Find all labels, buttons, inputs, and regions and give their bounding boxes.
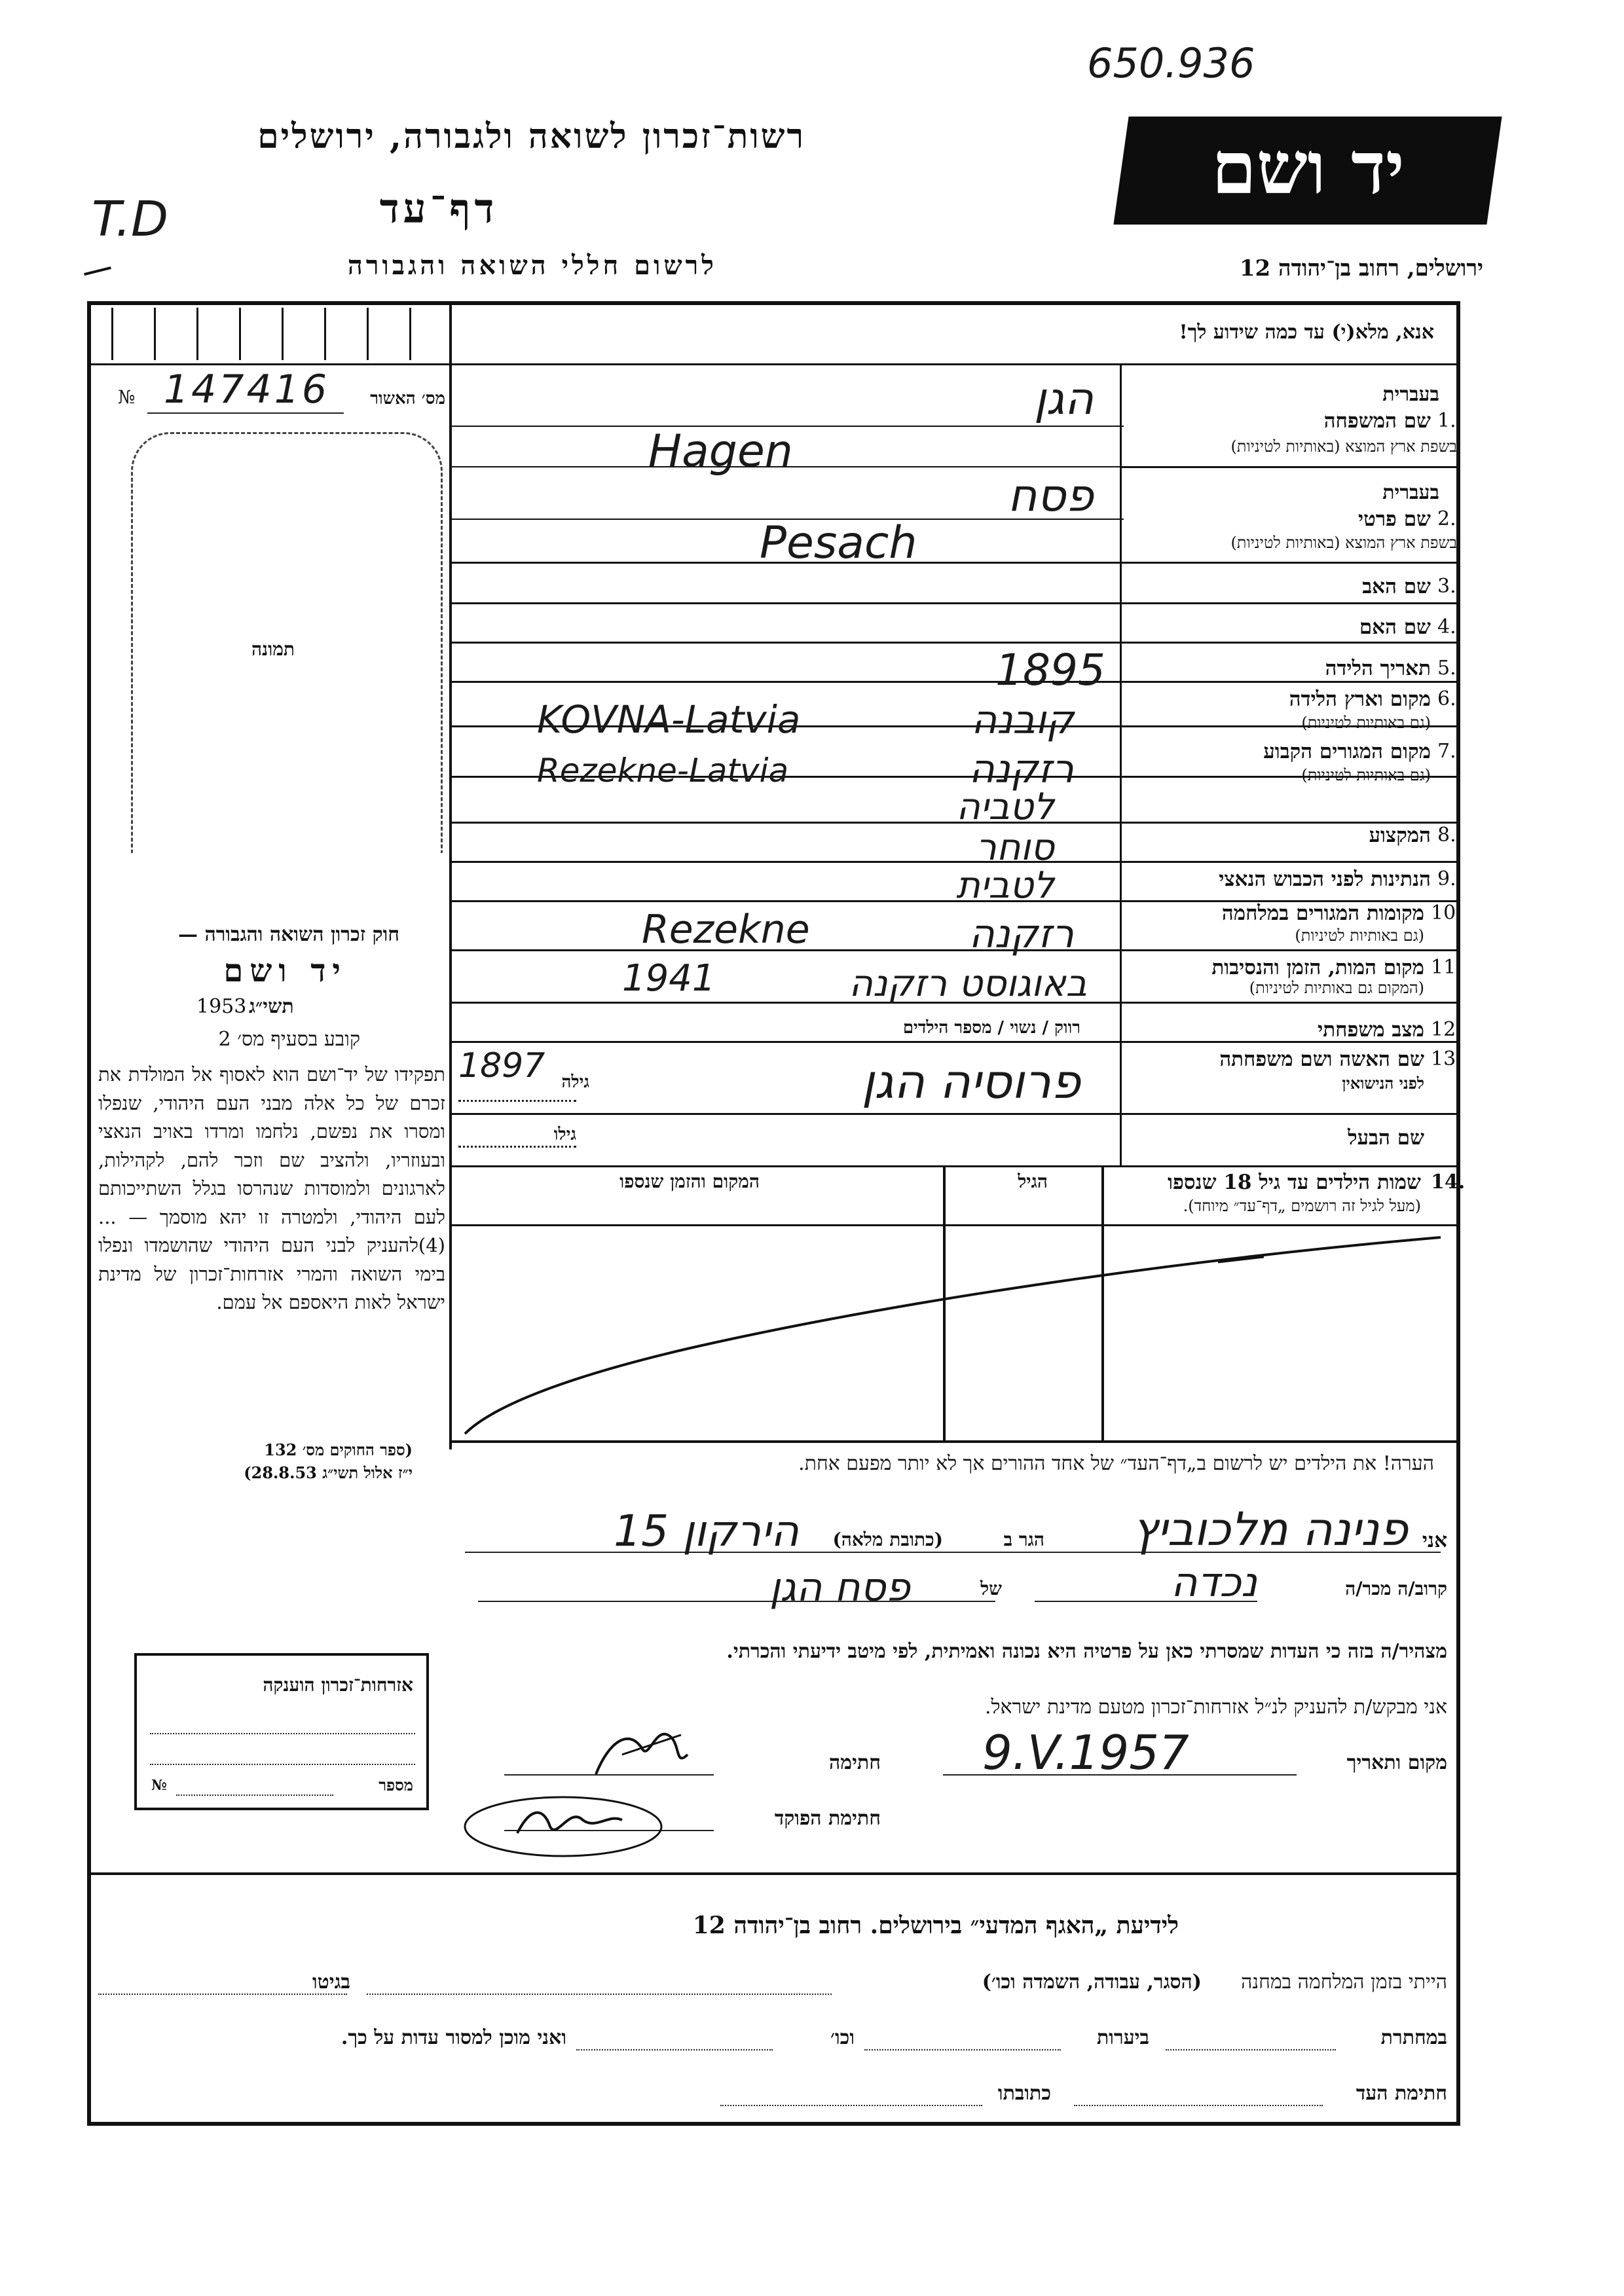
wife-age-label: גילה xyxy=(561,1072,589,1092)
field-label-12: מצב משפחתי xyxy=(1318,1018,1424,1042)
marital-options: רווק / נשוי / מספר הילדים xyxy=(902,1018,1080,1038)
field-num-13: 13. xyxy=(1431,1048,1462,1070)
field-label-11: מקום המות, הזמן והנסיבות xyxy=(1211,956,1424,979)
rule xyxy=(1166,2049,1336,2050)
yad-vashem-logo xyxy=(1113,117,1502,225)
birthplace-hebrew: קובנה xyxy=(971,697,1074,743)
field-num-4: 4. xyxy=(1437,615,1456,638)
approval-label: מס׳ האשור xyxy=(370,389,445,409)
law-source-2: י״ז אלול תשי״ג 28.8.53) xyxy=(244,1463,413,1482)
profession-value: סוחר xyxy=(976,826,1054,869)
form-subtitle: לרשום חללי השואה והגבורה xyxy=(347,250,717,281)
scientific-line3-b: כתובתו xyxy=(997,2082,1051,2105)
declaration-ani: אני xyxy=(1422,1529,1447,1552)
birth-year-value: 1895 xyxy=(995,645,1105,695)
scientific-line1-c: בגיטו xyxy=(312,1971,350,1994)
heb-tag-2: בעברית xyxy=(1382,481,1439,504)
label-column-divider xyxy=(1120,363,1122,1165)
surname-hebrew: הגן xyxy=(1034,373,1094,425)
rule xyxy=(147,412,344,414)
citizenship-number-label: מספר xyxy=(378,1776,413,1795)
field-label-1: שם המשפחה xyxy=(1323,409,1431,433)
field-sub-2: בשפת ארץ המוצא (באותיות לטיניות) xyxy=(1230,534,1457,552)
field-label-6: מקום וארץ הלידה xyxy=(1289,687,1431,711)
field-label-8: המקצוע xyxy=(1369,824,1431,847)
wartime-residence-hebrew: רזקנה xyxy=(969,911,1074,957)
rule xyxy=(90,363,449,365)
instruction-text: אנא, מלא(י) עד כמה שידוע לך! xyxy=(1179,321,1434,344)
field-sub-1: בשפת ארץ המוצא (באותיות לטיניות) xyxy=(1230,437,1457,456)
children-col-place: המקום והזמן שנספו xyxy=(619,1171,760,1192)
rule xyxy=(449,1447,452,1449)
residence-latin: Rezekne-Latvia xyxy=(537,752,789,790)
declaration-request: אני מבקש/ת להעניק לנ״ל אזרחות־זכרון מטעם מדינת ישראל. xyxy=(984,1696,1447,1719)
rule xyxy=(449,681,1458,683)
scientific-line2-d: ואני מוכן למסור עדות על כך. xyxy=(341,2026,566,2049)
rule xyxy=(150,1733,415,1734)
death-year-latin: 1941 xyxy=(622,957,716,1000)
law-year: 1953 xyxy=(196,995,247,1018)
rule xyxy=(478,1601,995,1602)
rule xyxy=(90,1872,1458,1875)
scientific-line1-a: הייתי בזמן המלחמה במחנה xyxy=(1241,1971,1447,1994)
law-year-hebrew: תשי״ג xyxy=(249,995,294,1018)
citizenship-box xyxy=(134,1653,429,1810)
residence-extra: לטביה xyxy=(956,786,1054,828)
surname-latin: Hagen xyxy=(648,426,793,477)
rule xyxy=(449,1440,1458,1443)
children-title: שמות הילדים עד גיל 18 שנספו xyxy=(1168,1171,1421,1194)
field-label-2: שם פרטי xyxy=(1357,507,1431,531)
officer-signature xyxy=(452,1781,668,1866)
handwritten-number: 650.936 xyxy=(1087,39,1255,87)
field-label-9: הנתינות לפני הכבוש הנאצי xyxy=(1219,867,1431,891)
rule xyxy=(449,861,1458,863)
field-sub-10: (גם באותיות לטיניות) xyxy=(1295,926,1424,945)
field-num-9: 9. xyxy=(1437,867,1456,890)
handwritten-stroke xyxy=(84,266,111,276)
scientific-line3-a: חתימת העד xyxy=(1356,2082,1447,2105)
death-place-hebrew: באוגוסט רזקנה xyxy=(849,962,1087,1005)
rule xyxy=(449,1113,1458,1115)
citizenship-title: אזרחות־זכרון הוענקה xyxy=(263,1674,413,1696)
rule xyxy=(720,2105,982,2106)
field-sub-6: (גם באותיות לטיניות) xyxy=(1301,714,1431,732)
children-note: (מעל לגיל זה רושמים „דף־עד״ מיוחד). xyxy=(1183,1197,1421,1215)
rule xyxy=(449,1041,1458,1043)
birthplace-latin: KOVNA-Latvia xyxy=(537,697,801,742)
law-name: יד ושם xyxy=(223,953,347,989)
lives-in-label: הגר ב xyxy=(1003,1529,1044,1550)
wife-name-value: פרוסיה הגן xyxy=(861,1054,1080,1109)
photo-label: תמונה xyxy=(251,638,295,660)
place-date-value: 9.V.1957 xyxy=(982,1725,1189,1780)
rule xyxy=(1120,466,1460,468)
field-num-3: 3. xyxy=(1437,575,1456,598)
field-num-10: 10. xyxy=(1431,902,1462,924)
no-symbol: № xyxy=(118,386,136,408)
wartime-residence-latin: Rezekne xyxy=(642,907,810,953)
note-text: הערה! את הילדים יש לרשום ב„דף־העד״ של אחד ההורים אך לא יותר מפעם אחת. xyxy=(798,1452,1434,1475)
scientific-line2-a: במחתרת xyxy=(1380,2026,1447,2049)
rule xyxy=(150,1764,415,1765)
scientific-title: לידיעת „האגף המדעי״ בירושלים. רחוב בן־יהודה 12 xyxy=(692,1912,1179,1939)
field-label-13: שם האשה ושם משפחתה xyxy=(1219,1048,1424,1071)
scientific-line1-b: (הסגר, עבודה, השמדה וכו׳) xyxy=(982,1971,1202,1994)
address-value: הירקון 15 xyxy=(614,1506,799,1556)
declarant-name: פנינה מלכוביץ xyxy=(1132,1503,1408,1556)
law-clause: קובע בסעיף מס׳ 2 xyxy=(218,1028,360,1051)
relative-value: נכדה xyxy=(1171,1558,1257,1606)
rule xyxy=(864,2049,1061,2050)
children-col-age: הגיל xyxy=(1018,1171,1048,1192)
rule xyxy=(449,562,1458,564)
rule xyxy=(449,1165,1458,1167)
rule xyxy=(449,363,1458,365)
form-title: דף־עד xyxy=(379,185,498,232)
field-num-12: 12. xyxy=(1431,1018,1462,1041)
residence-hebrew: רזקנה xyxy=(969,746,1074,792)
law-source-1: (ספר החוקים מס׳ 132 xyxy=(264,1440,413,1459)
left-column-divider xyxy=(449,304,452,1447)
scientific-line2-c: וכו׳ xyxy=(830,2026,855,2049)
relative-label: קרוב/ה מכר/ה xyxy=(1345,1578,1447,1599)
declaration-statement: מצהיר/ה בזה כי העדות שמסרתי כאן על פרטיה היא נכונה ואמיתית, לפי מיטב ידיעתי והכרתי. xyxy=(726,1640,1447,1663)
rule xyxy=(449,822,1458,824)
field-num-7: 7. xyxy=(1437,740,1456,763)
rule xyxy=(1074,2105,1323,2106)
signature-label: חתימה xyxy=(829,1751,881,1774)
field-num-8: 8. xyxy=(1437,824,1456,847)
firstname-latin: Pesach xyxy=(760,517,917,569)
scientific-line2-b: ביערות xyxy=(1096,2026,1149,2049)
law-title: חוק זכרון השואה והגבורה — xyxy=(178,923,399,946)
field-label-3: שם האב xyxy=(1362,575,1431,598)
handwritten-mark: T.D xyxy=(92,191,168,247)
field-sub-7: (גם באותיות לטיניות) xyxy=(1301,766,1431,784)
field-sub-13: לפני הנישואין xyxy=(1342,1074,1424,1093)
declarant-signature xyxy=(583,1715,701,1787)
authority-name: רשות־זכרון לשואה ולגבורה, ירושלים xyxy=(257,117,805,156)
field-num-6: 6. xyxy=(1437,687,1456,710)
heb-tag-1: בעברית xyxy=(1382,383,1439,406)
approval-ticks xyxy=(92,308,449,363)
of-value: פסח הגן xyxy=(769,1565,910,1611)
field-num-14: 14. xyxy=(1431,1171,1466,1194)
of-label: של xyxy=(980,1578,1002,1599)
field-num-2: 2. xyxy=(1437,507,1456,530)
rule xyxy=(458,1146,576,1148)
husband-age-label: גילו xyxy=(553,1125,576,1144)
rule xyxy=(449,602,1458,604)
address: ירושלים, רחוב בן־יהודה 12 xyxy=(1239,255,1483,282)
wife-age-value: 1897 xyxy=(458,1046,545,1085)
field-label-7: מקום המגורים הקבוע xyxy=(1263,740,1431,763)
field-num-1: 1. xyxy=(1437,409,1456,432)
field-label-10: מקומות המגורים במלחמה xyxy=(1221,902,1424,925)
approval-number-value: 147416 xyxy=(164,367,330,412)
rule xyxy=(576,2049,773,2050)
field-num-11: 11. xyxy=(1431,956,1462,979)
firstname-hebrew: פסח xyxy=(1007,470,1094,522)
rule xyxy=(367,1994,832,1995)
field-label-4: שם האם xyxy=(1359,615,1431,639)
rule xyxy=(458,1100,576,1102)
place-date-label: מקום ותאריך xyxy=(1346,1751,1447,1774)
logo-text: יד ושם xyxy=(1211,126,1405,210)
citizenship-no-symbol: № xyxy=(151,1777,167,1794)
rule xyxy=(449,949,1458,951)
field-num-5: 5. xyxy=(1437,657,1456,680)
rule xyxy=(449,642,1458,644)
rule xyxy=(449,1224,1458,1226)
address-label: (כתובת מלאה) xyxy=(832,1529,943,1550)
law-body: תפקידו של יד־ושם הוא לאסוף אל המולדת את זכרם של כל אלה מבני העם היהודי, שנפלו ומסרו את נפשם, נלחמו ומרדו באויב הנאצי ובעוזריו, ולהציב שם וזכר להם, לקהילות, לארגונים ולמוסדות שנהרסו בגלל השתייכותם לעם היהודי, ולמטרה זו יהא מוסמך — ...(4)להעניק לבני העם היהודי שהושמדו ונפלו בימי השואה והמרי אזרחות־זכרון של מדינת ישראל לאות היאספם אל עמם. xyxy=(98,1063,445,1313)
rule xyxy=(176,1795,333,1796)
nationality-value: לטבית xyxy=(956,864,1054,907)
officer-signature-label: חתימת הפוקד xyxy=(774,1807,881,1830)
rule xyxy=(98,1994,347,1995)
field-label-husband: שם הבעל xyxy=(1348,1126,1424,1150)
field-label-5: תאריך הלידה xyxy=(1325,657,1431,680)
children-crossed-out-line xyxy=(458,1231,1454,1440)
field-sub-11: (המקום גם באותיות לטיניות) xyxy=(1249,979,1424,997)
